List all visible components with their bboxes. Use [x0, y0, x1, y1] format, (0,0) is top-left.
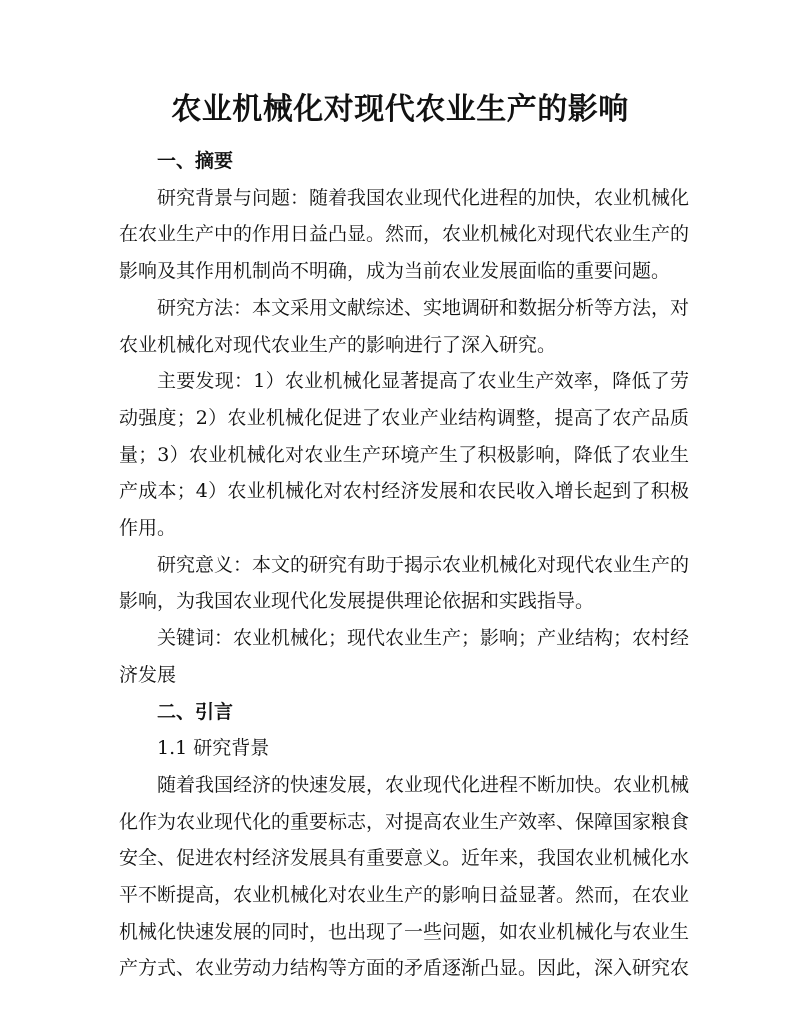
- keywords-paragraph: 关键词：农业机械化；现代农业生产；影响；产业结构；农村经济发展: [119, 627, 690, 686]
- introduction-paragraph: 随着我国经济的快速发展，农业现代化进程不断加快。农业机械化作为农业现代化的重要标志，对提高农业生产效率、保障国家粮食安全、促进农村经济发展具有重要意义。近年来，我国农业机械化水平不断提高，农业机械化对农业生产的影响日益显著。然而，在农业机械化快速发展的同时，也出现了一些问题，如农业机械化与农业生产方式、农业劳动力结构等方面的矛盾逐渐凸显。因此，深入研究农: [119, 773, 690, 980]
- document-body: [119, 143, 689, 987]
- research-background-subheading: 1.1 研究背景: [157, 737, 270, 760]
- document-title: 农业机械化对现代农业生产的影响: [171, 92, 629, 127]
- abstract-significance-paragraph: 研究意义：本文的研究有助于揭示农业机械化对现代农业生产的影响，为我国农业现代化发展提供理论依据和实践指导。: [119, 553, 690, 613]
- abstract-methods-paragraph: 研究方法：本文采用文献综述、实地调研和数据分析等方法，对农业机械化对现代农业生产的影响进行了深入研究。: [119, 296, 690, 356]
- introduction-heading: 二、引言: [157, 700, 234, 723]
- abstract-heading: 一、摘要: [157, 150, 234, 172]
- abstract-findings-paragraph: 主要发现：1）农业机械化显著提高了农业生产效率，降低了劳动强度；2）农业机械化促进了农业产业结构调整，提高了农产品质量；3）农业机械化对农业生产环境产生了积极影响，降低了农业生产成本；4）农业机械化对农村经济发展和农民收入增长起到了积极作用。: [119, 370, 689, 540]
- abstract-background-paragraph: 研究背景与问题：随着我国农业现代化进程的加快，农业机械化在农业生产中的作用日益凸显。然而，农业机械化对现代农业生产的影响及其作用机制尚不明确，成为当前农业发展面临的重要问题。: [119, 186, 690, 283]
